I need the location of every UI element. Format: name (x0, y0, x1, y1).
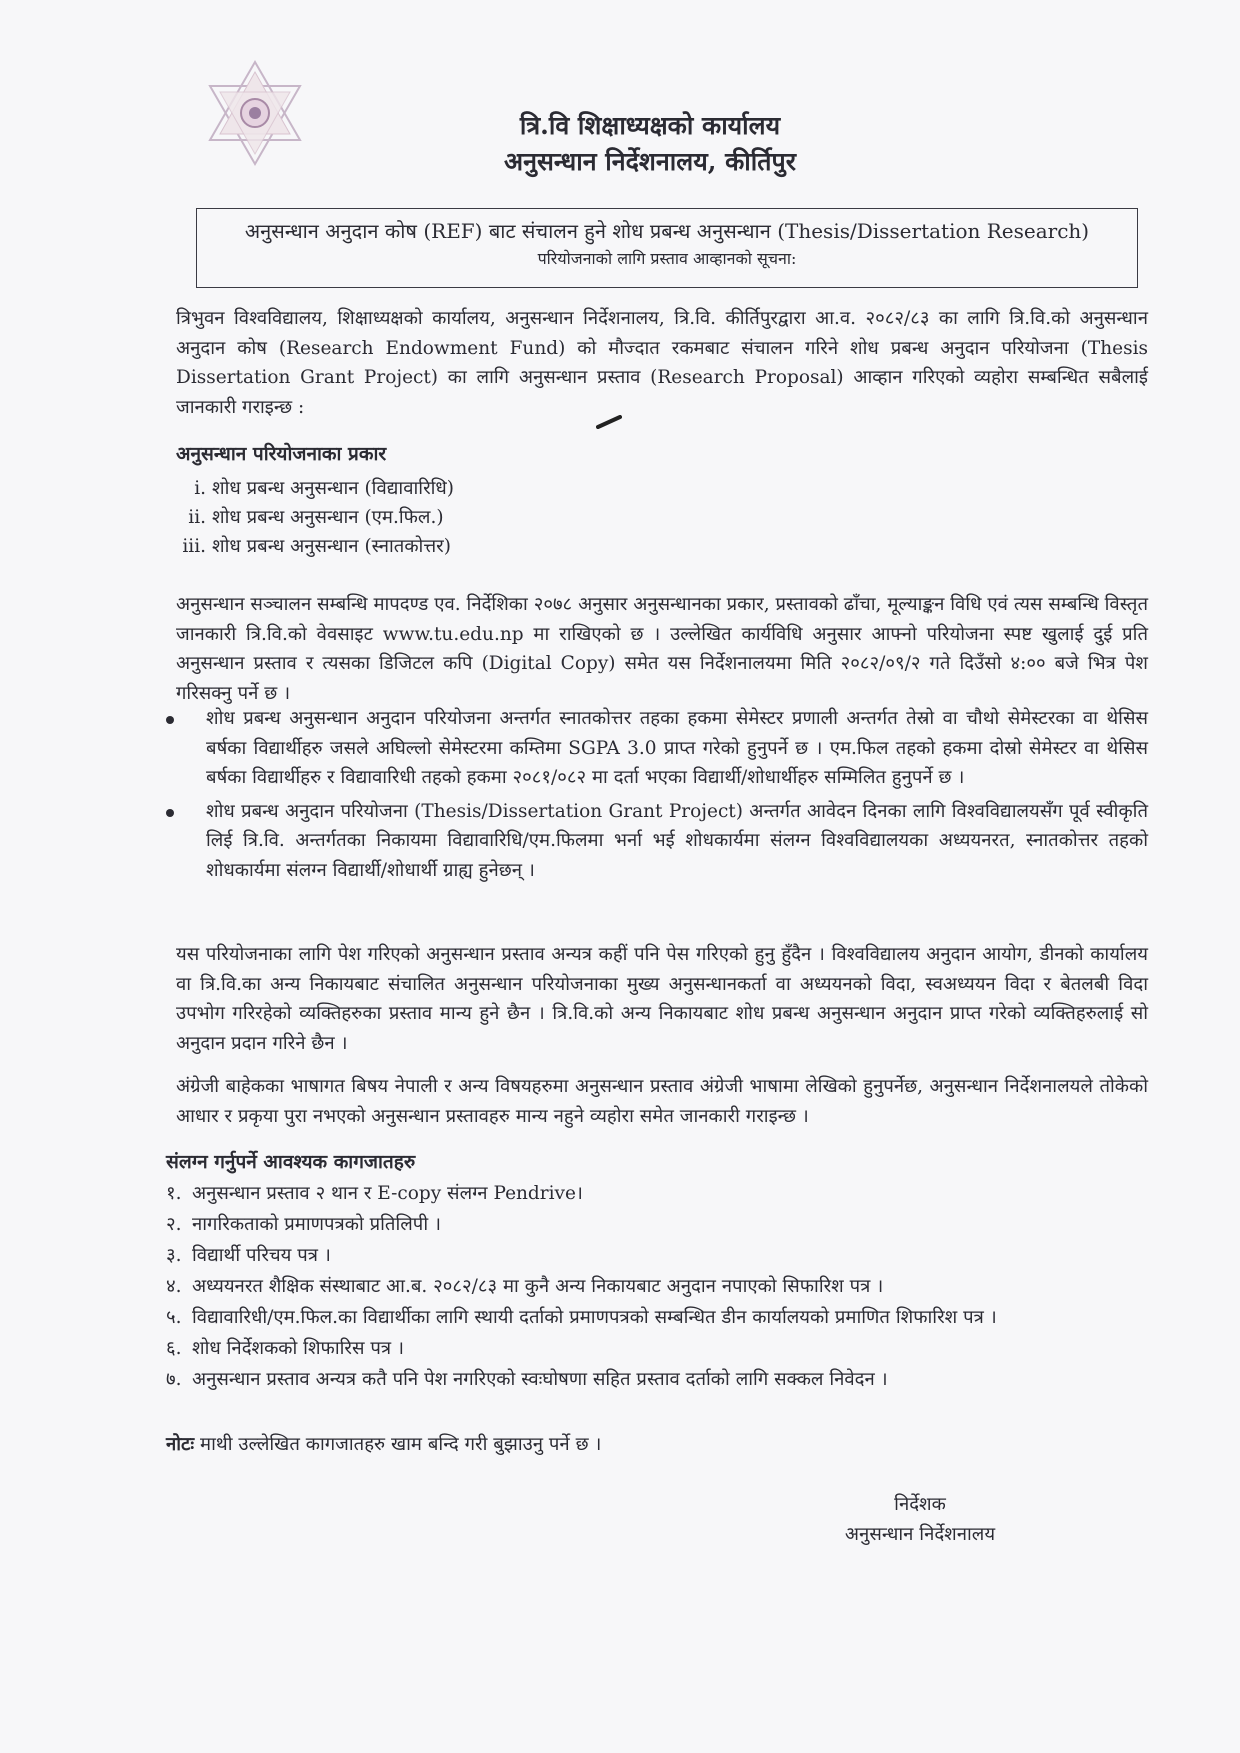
list-text: विद्यावारिधी/एम.फिल.का विद्यार्थीका लागि स्थायी दर्ताको प्रमाणपत्रको सम्बन्धित डीन कार्यालयको प्रमाणित शिफारिश पत्र । (192, 1307, 997, 1328)
note-text: माथी उल्लेखित कागजातहरु खाम बन्दि गरी बुझाउनु पर्ने छ । (200, 1434, 602, 1455)
list-item (166, 1333, 1148, 1364)
bullet-icon (166, 704, 206, 793)
list-number: ii. (188, 507, 206, 528)
list-number: iii. (182, 536, 206, 557)
list-item (176, 474, 776, 503)
office-header (430, 108, 870, 180)
list-number: १. (166, 1183, 182, 1204)
list-text: अध्ययनरत शैक्षिक संस्थाबाट आ.ब. २०८२/८३ मा कुनै अन्य निकायबाट अनुदान नपाएको सिफारिश पत्र । (192, 1276, 884, 1297)
documents-list (166, 1178, 1148, 1395)
types-title: अनुसन्धान परियोजनाका प्रकार (176, 443, 387, 465)
intro-paragraph: त्रिभुवन विश्वविद्यालय, शिक्षाध्यक्षको कार्यालय, अनुसन्धान निर्देशनालय, त्रि.वि. कीर्तिपुरद्वारा आ.व. २०८२/८३ का लागि त्रि.वि.को अनुसन्धान अनुदान कोष (Research Endowment Fund) को मौज्दात रकमबाट संचालन गरिने शोध प्रबन्ध अनुदान परियोजना (Thesis Dissertation Grant Project) का लागि अनुसन्धान प्रस्ताव (Research Proposal) आव्हान गरिएको व्यहोरा सम्बन्धित सबैलाई जानकारी गराइन्छ : (176, 308, 1148, 418)
list-text: शोध प्रबन्ध अनुसन्धान (एम.फिल.) (212, 507, 444, 528)
directorate-name: अनुसन्धान निर्देशनालय, कीर्तिपुर (504, 147, 796, 176)
list-text: शोध निर्देशकको शिफारिस पत्र । (192, 1338, 404, 1359)
notice-title: अनुसन्धान अनुदान कोष (REF) बाट संचालन हुने शोध प्रबन्ध अनुसन्धान (Thesis/Dissertation Research) (244, 219, 1090, 243)
list-text: विद्यार्थी परिचय पत्र । (192, 1245, 331, 1266)
notice-subtitle: परियोजनाको लागि प्रस्ताव आव्हानको सूचना: (537, 249, 797, 268)
list-item (176, 503, 776, 532)
list-number: i. (194, 478, 206, 499)
list-text: अनुसन्धान प्रस्ताव अन्यत्र कतै पनि पेश नगरिएको स्वःघोषणा सहित प्रस्ताव दर्ताको लागि सक्कल निवेदन । (192, 1369, 888, 1390)
bullet-icon (166, 797, 206, 886)
list-text: नागरिकताको प्रमाणपत्रको प्रतिलिपी । (192, 1214, 442, 1235)
note-line (166, 1430, 601, 1460)
signatory-title: निर्देशक (894, 1494, 946, 1515)
eligibility-list (166, 704, 1148, 889)
list-number: २. (166, 1214, 182, 1235)
pen-mark (596, 415, 622, 429)
office-name: त्रि.वि शिक्षाध्यक्षको कार्यालय (519, 111, 781, 140)
note-label: नोटः (166, 1434, 195, 1455)
list-text: शोध प्रबन्ध अनुसन्धान (स्नातकोत्तर) (212, 536, 451, 557)
procedure-paragraph: अनुसन्धान सञ्चालन सम्बन्धि मापदण्ड एव. निर्देशिका २०७८ अनुसार अनुसन्धानका प्रकार, प्रस्तावको ढाँचा, मूल्याङ्कन विधि एवं त्यस सम्बन्धि विस्तृत जानकारी त्रि.वि.को वेवसाइट www.tu.edu.np मा राखिएको छ । उल्लेखित कार्यविधि अनुसार आफ्नो परियोजना स्पष्ट खुलाई दुई प्रति अनुसन्धान प्रस्ताव र त्यसका डिजिटल कपि (Digital Copy) समेत यस निर्देशनालयमा मिति २०८२/०९/२ गते दिउँसो ४:०० बजे भित्र पेश गरिसक्नु पर्ने छ । (176, 594, 1148, 704)
signatory-office: अनुसन्धान निर्देशनालय (844, 1524, 996, 1545)
list-number: ३. (166, 1245, 182, 1266)
list-number: ६. (166, 1338, 182, 1359)
signature-block (800, 1490, 1040, 1550)
notice-title-box (196, 208, 1138, 288)
bullet-item (166, 704, 1148, 793)
bullet-item (166, 797, 1148, 886)
list-item (166, 1302, 1148, 1333)
types-list (176, 474, 776, 561)
list-item (166, 1178, 1148, 1209)
bullet-text: शोध प्रबन्ध अनुसन्धान अनुदान परियोजना अन्तर्गत स्नातकोत्तर तहका हकमा सेमेस्टर प्रणाली अन्तर्गत तेस्रो वा चौथो सेमेस्टरका वा थेसिस बर्षका विद्यार्थीहरु जसले अघिल्लो सेमेस्टरमा कम्तिमा SGPA 3.0 प्राप्त गरेको हुनुपर्ने छ । एम.फिल तहको हकमा दोस्रो सेमेस्टर वा थेसिस बर्षका विद्यार्थीहरु र विद्यावारिधी तहको हकमा २०८१/०८२ मा दर्ता भएका विद्यार्थी/शोधार्थीहरु सम्मिलित हुनुपर्ने छ । (206, 708, 1148, 788)
restriction-paragraph: यस परियोजनाका लागि पेश गरिएको अनुसन्धान प्रस्ताव अन्यत्र कहीं पनि पेस गरिएको हुनु हुँदैन । विश्वविद्यालय अनुदान आयोग, डीनको कार्यालय वा त्रि.वि.का अन्य निकायबाट संचालित अनुसन्धान परियोजनाका मुख्य अनुसन्धानकर्ता वा अध्ययनको विदा, स्वअध्ययन विदा र बेतलबी विदा उपभोग गरिरहेको व्यक्तिहरुका प्रस्ताव मान्य हुने छैन । त्रि.वि.को अन्य निकायबाट शोध प्रबन्ध अनुसन्धान अनुदान प्राप्त गरेको व्यक्तिहरुलाई सो अनुदान प्रदान गरिने छैन । (176, 944, 1148, 1054)
list-item (166, 1240, 1148, 1271)
language-paragraph: अंग्रेजी बाहेकका भाषागत बिषय नेपाली र अन्य विषयहरुमा अनुसन्धान प्रस्ताव अंग्रेजी भाषामा लेखिको हुनुपर्नेछ, अनुसन्धान निर्देशनालयले तोकेको आधार र प्रकृया पुरा नभएको अनुसन्धान प्रस्तावहरु मान्य नहुने व्यहोरा समेत जानकारी गराइन्छ । (176, 1076, 1148, 1127)
list-text: शोध प्रबन्ध अनुसन्धान (विद्यावारिधि) (212, 478, 455, 499)
list-text: अनुसन्धान प्रस्ताव २ थान र E-copy संलग्न Pendrive। (192, 1183, 583, 1204)
list-number: ७. (166, 1369, 182, 1390)
list-item (166, 1209, 1148, 1240)
list-item (166, 1271, 1148, 1302)
list-item (176, 532, 776, 561)
list-number: ५. (166, 1307, 182, 1328)
list-number: ४. (166, 1276, 182, 1297)
bullet-text: शोध प्रबन्ध अनुदान परियोजना (Thesis/Dissertation Grant Project) अन्तर्गत आवेदन दिनका लागि विश्वविद्यालयसँग पूर्व स्वीकृति लिई त्रि.वि. अन्तर्गतका निकायमा विद्यावारिधि/एम.फिलमा भर्ना भई शोधकार्यमा संलग्न विश्वविद्यालयका अध्ययनरत, स्नातकोत्तर तहको शोधकार्यमा संलग्न विद्यार्थी/शोधार्थी ग्राह्य हुनेछन् । (206, 800, 1148, 881)
list-item (166, 1364, 1148, 1395)
tu-emblem-icon (200, 58, 310, 168)
documents-title: संलग्न गर्नुपर्ने आवश्यक कागजातहरु (166, 1151, 416, 1173)
